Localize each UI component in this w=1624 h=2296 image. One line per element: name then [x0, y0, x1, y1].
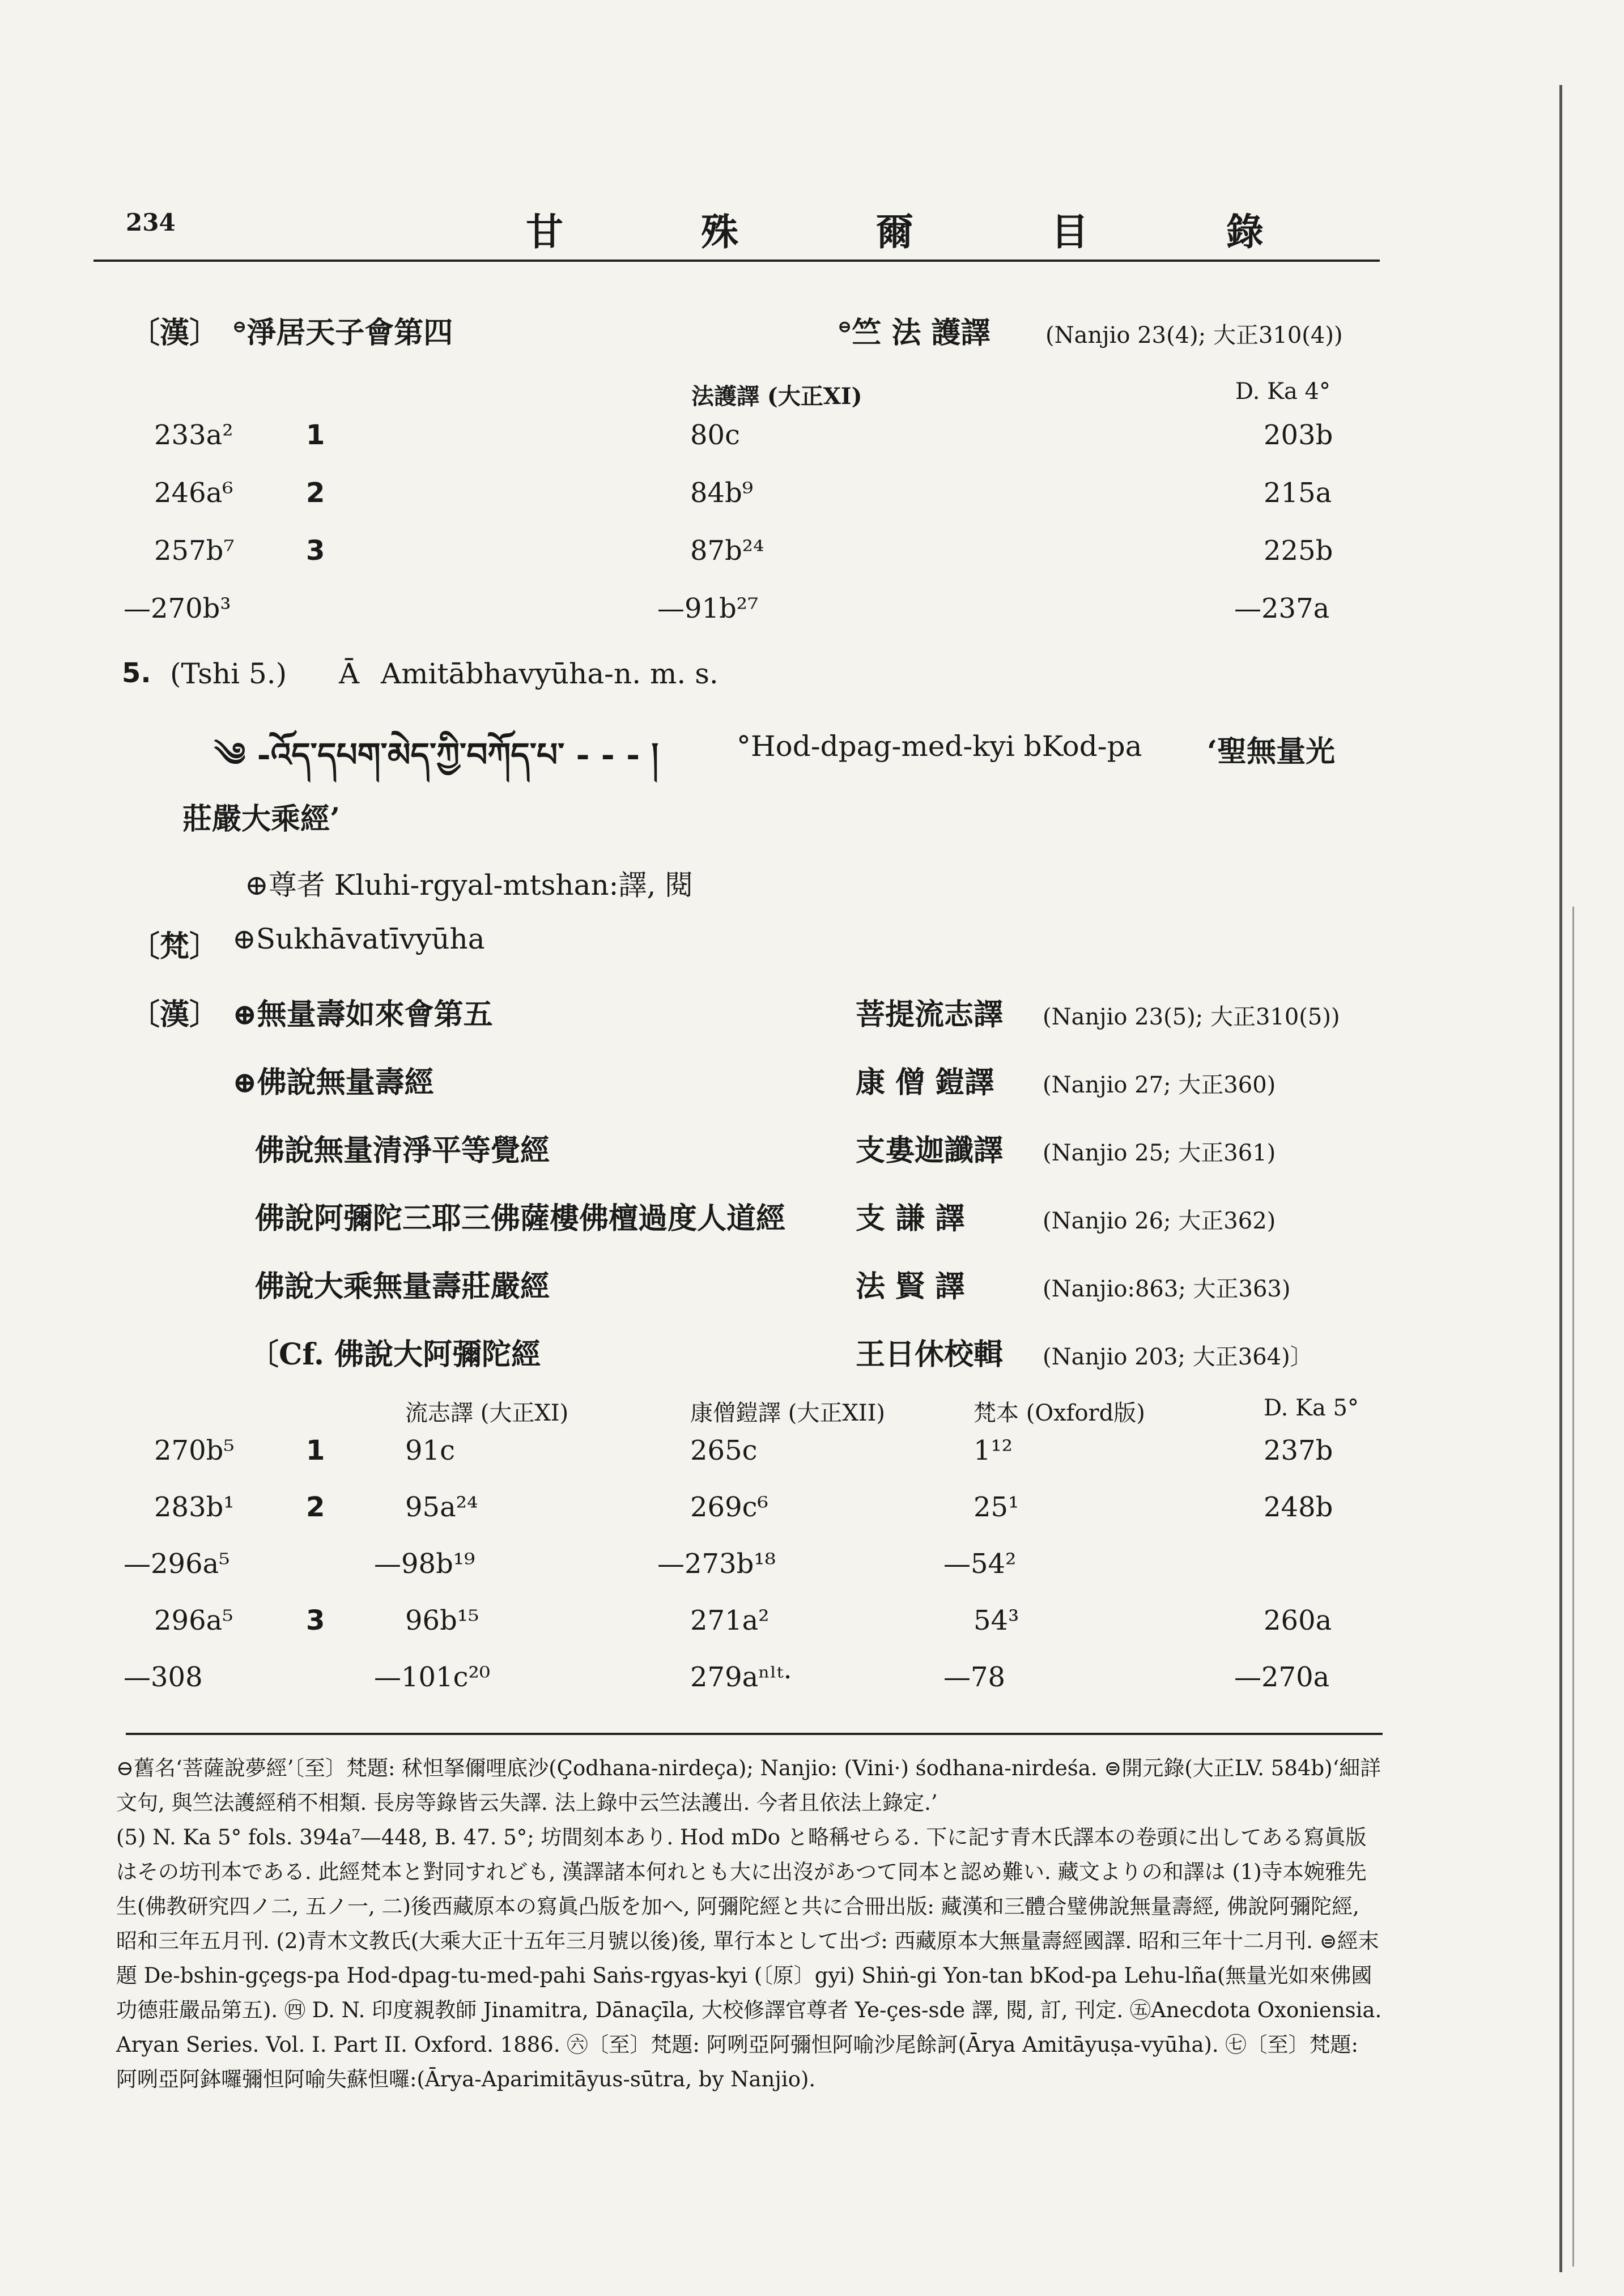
- table-row-b: 269c⁶: [690, 1491, 768, 1523]
- chinese-translator: 支 謙 譯: [856, 1201, 965, 1236]
- note-marker: ⊖: [232, 317, 247, 337]
- skt-title: ⊕Sukhāvatīvyūha: [232, 922, 485, 955]
- footnote: (5) N. Ka 5° fols. 394a⁷—448, B. 47. 5°; 坊間刻本あり. Hod mDo と略稱せらる. 下に記す青木氏譯本の卷頭に出してある寫眞版はその坊刊本である. 此經梵本と對同すれども, 漢譯諸本何れとも大に出沒があつて同本と認め難い. 藏文よりの和譯は (1)寺本婉雅先生(佛教研究四ノ二, 五ノ一, 二)後西藏原本の寫眞凸版を加へ, 阿彌陀經と共に合冊出版: 藏漢和三體合璧佛說無量壽經, 佛說阿彌陀經, 昭和三年五月刊. (2)青木文教氏(大乘大正十五年三月號以後)後, 單行本として出づ: 西藏原本大無量壽經國譯. 昭和三年十二月刊. ⊜經末題 De-bshin-gçegs-pa Hod-dpag-tu-med-pahi Saṅs-rgyas-kyi (〔原〕gyi) Shiṅ-gi Yon-tan bKod-pa Lehu-lña(無量光如來佛國功德莊嚴品第五). ㊃ D. N. 印度親教師 Jinamitra, Dānaçīla, 大校修譯官尊者 Ye-çes-sde 譯, 閱, 訂, 刊定. ㊄Anecdota Oxoniensia. Aryan Series. Vol. I. Part II. Oxford. 1886. ㊅〔至〕梵題: 阿咧亞阿彌怛阿喻沙尾餘訶(Ārya Amitāyuṣa-vyūha). ㊆〔至〕梵題: 阿咧亞阿鉢囉彌怛阿喻失蘇怛囉:(Ārya-Aparimitāyus-sūtra, by Nanjio).: [116, 1825, 1382, 2091]
- table-row-part: 1: [306, 419, 325, 451]
- table-row-part: 2: [306, 1491, 325, 1523]
- chinese-title: 佛說大乘無量壽莊嚴經: [255, 1269, 550, 1304]
- chinese-ref: (Nanjio 25; 大正361): [1043, 1140, 1276, 1166]
- entry4-title-text: 淨居天子會第四: [246, 316, 453, 350]
- entry4-translator-text: 竺 法 護譯: [852, 316, 990, 350]
- a-mark: Ā: [339, 657, 360, 690]
- table-row-folio: —308: [124, 1661, 203, 1693]
- table-row-b: 265c: [690, 1435, 758, 1466]
- page-edge-shadow: [1572, 907, 1574, 2267]
- chinese-ref: (Nanjio:863; 大正363): [1043, 1276, 1291, 1302]
- footnote-rule: [126, 1733, 1383, 1735]
- table-row-a: —98b¹⁹: [374, 1548, 475, 1580]
- table-row-a: —101c²⁰: [374, 1661, 490, 1693]
- chinese-translator: 王日休校輯: [856, 1337, 1004, 1372]
- table-row-b: 279aⁿˡᵗ·: [690, 1661, 792, 1693]
- table-row-part: 2: [306, 477, 325, 509]
- table-row-a: 91c: [405, 1435, 455, 1466]
- chinese-translator: 法 賢 譯: [856, 1269, 965, 1304]
- page-title: 甘 殊 爾 目 錄: [526, 210, 1326, 254]
- skt-label: 〔梵〕: [130, 929, 219, 964]
- chinese-ref: (Nanjio 26; 大正362): [1043, 1208, 1276, 1234]
- table-row-d: —237a: [1234, 593, 1330, 624]
- table-row-b: 271a²: [690, 1605, 770, 1636]
- note-marker: ⊖: [837, 317, 852, 337]
- chinese-ref: (Nanjio 203; 大正364)〕: [1043, 1344, 1313, 1370]
- col-header-2: D. Ka 4°: [1235, 379, 1330, 405]
- table-row-c: 54³: [973, 1605, 1019, 1636]
- page-number: 234: [126, 209, 176, 236]
- table-row-d: —270a: [1234, 1661, 1330, 1693]
- col-header-2: 康僧鎧譯 (大正XII): [690, 1400, 886, 1426]
- col-header-4: D. Ka 5°: [1264, 1395, 1359, 1421]
- jp-title-a: ‘聖無量光: [1207, 734, 1336, 769]
- table-row-t: 87b²⁴: [690, 535, 764, 567]
- chinese-ref: (Nanjio 27; 大正360): [1043, 1072, 1276, 1098]
- page-edge-line: [1559, 85, 1562, 2272]
- table-row-c: 1¹²: [973, 1435, 1013, 1466]
- table-row-c: —54²: [943, 1548, 1017, 1580]
- table-row-d: 237b: [1264, 1435, 1333, 1466]
- table-row-folio: 233a²: [154, 419, 233, 451]
- translator-line: ⊕尊者 Kluhi-rgyal-mtshan:譯, 閱: [245, 869, 694, 902]
- header-rule: [93, 260, 1380, 262]
- table-row-d: 203b: [1264, 419, 1333, 451]
- entry4-ref: (Nanjio 23(4); 大正310(4)): [1045, 322, 1343, 348]
- entry-number: 5.: [122, 657, 151, 689]
- chinese-title: ⊕無量壽如來會第五: [232, 997, 493, 1032]
- table-row-t: 80c: [690, 419, 740, 451]
- sanskrit-title: Amitābhavyūha-n. m. s.: [381, 657, 719, 690]
- tshi-ref: (Tshi 5.): [170, 657, 287, 690]
- table-row-d: 260a: [1264, 1605, 1332, 1636]
- entry4-translator: [837, 309, 990, 351]
- chinese-title: 佛說無量清淨平等覺經: [255, 1133, 550, 1168]
- han-label: 〔漢〕: [130, 316, 219, 350]
- table-row-folio: —270b³: [124, 593, 231, 624]
- tibetan-title: ༄ -འོད་དཔག་མེད་ཀྱི་བཀོད་པ་ - - - །: [214, 735, 659, 774]
- chinese-title: 〔Cf. 佛說大阿彌陀經: [249, 1337, 541, 1372]
- col-header-1: 法護譯 (大正XI): [691, 383, 862, 410]
- table-row-a: 95a²⁴: [405, 1491, 478, 1523]
- footnote: ⊖舊名‘菩薩說夢經’〔至〕梵題: 秫怛拏儞哩底沙(Çodhana-nirdeça); Nanjio: (Vini·) śodhana-nirdeśa. ⊜開元錄(大正LV. 584b)‘細詳文句, 與竺法護經稍不相類. 長房等錄皆云失譯. 法上錄中云竺法護出. 今者且依法上錄定.’: [116, 1756, 1381, 1815]
- table-row-folio: 257b⁷: [154, 535, 235, 567]
- table-row-part: 3: [306, 1605, 325, 1636]
- table-row-t: —91b²⁷: [657, 593, 759, 624]
- chinese-ref: (Nanjio 23(5); 大正310(5)): [1043, 1004, 1340, 1030]
- table-row-d: 215a: [1264, 477, 1332, 509]
- han-label: 〔漢〕: [130, 997, 219, 1032]
- table-row-d: 225b: [1264, 535, 1333, 567]
- entry4-title: [232, 309, 453, 351]
- col-header-3: 梵本 (Oxford版): [973, 1400, 1145, 1426]
- footnote-block: [116, 1751, 1385, 2097]
- table-row-folio: 296a⁵: [154, 1605, 233, 1636]
- chinese-translator: 支婁迦讖譯: [856, 1133, 1004, 1168]
- table-row-a: 96b¹⁵: [405, 1605, 479, 1636]
- table-row-folio: 246a⁶: [154, 477, 233, 509]
- table-row-folio: 270b⁵: [154, 1435, 235, 1466]
- tibetan-roman: °Hod-dpag-med-kyi bKod-pa: [737, 730, 1142, 763]
- table-row-folio: 283b¹: [154, 1491, 235, 1523]
- chinese-title: ⊕佛說無量壽經: [232, 1065, 434, 1100]
- table-row-b: —273b¹⁸: [657, 1548, 776, 1580]
- table-row-d: 248b: [1264, 1491, 1333, 1523]
- table-row-part: 3: [306, 535, 325, 567]
- chinese-title: 佛說阿彌陀三耶三佛薩樓佛檀過度人道經: [255, 1201, 786, 1236]
- table-row-part: 1: [306, 1435, 325, 1466]
- table-row-c: —78: [943, 1661, 1006, 1693]
- table-row-c: 25¹: [973, 1491, 1019, 1523]
- chinese-translator: 康 僧 鎧譯: [856, 1065, 994, 1100]
- table-row-folio: —296a⁵: [124, 1548, 230, 1580]
- table-row-t: 84b⁹: [690, 477, 754, 509]
- col-header-1: 流志譯 (大正XI): [405, 1400, 569, 1426]
- chinese-translator: 菩提流志譯: [856, 997, 1004, 1032]
- jp-title-b: 莊嚴大乘經’: [182, 802, 341, 836]
